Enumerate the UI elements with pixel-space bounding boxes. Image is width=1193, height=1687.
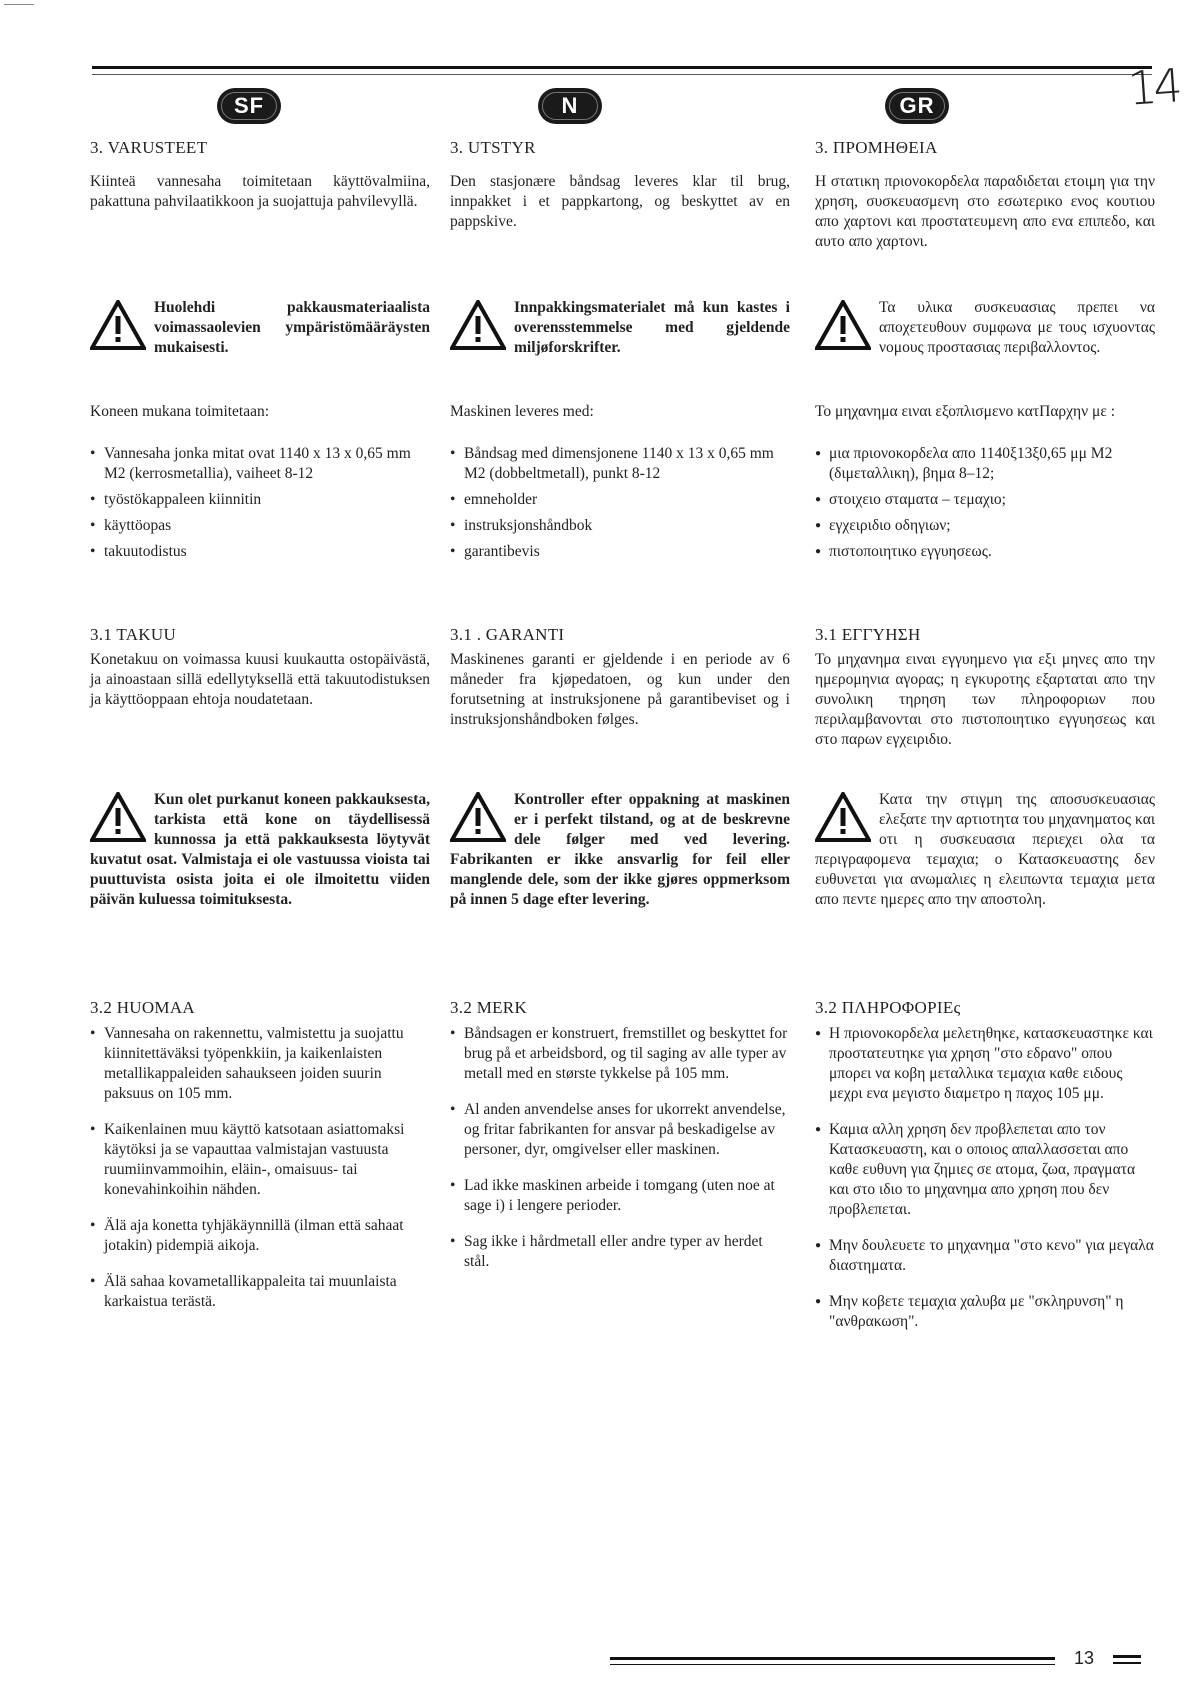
list-item: • Al anden anvendelse anses for ukorrekt anvendelse, og fritar fabrikanten for ansvar på beskadigelse av personer, dyr, omgivelser eller maskinen.	[450, 1100, 790, 1160]
section-3-1-text	[815, 650, 1155, 750]
language-badge-gr: GR	[885, 88, 949, 124]
warning-packaging	[815, 298, 1155, 358]
list-item: • työstökappaleen kiinnitin	[90, 490, 430, 510]
warning-triangle-icon	[450, 300, 506, 350]
section-3-2-title: 3.2 HUOMAA	[90, 998, 195, 1017]
section-3-1-paragraph: Konetakuu on voimassa kuusi kuukautta ostopäivästä, ja ainoastaan sillä edellytyksellä että takuutodistuksen ja käyttöoppaan ehtoja noudatetaan.	[90, 651, 430, 708]
section-3-text	[90, 172, 430, 212]
section-3-1-title: 3.1 . GARANTI	[450, 625, 565, 644]
list-item: • emneholder	[450, 490, 790, 510]
warning-triangle-icon	[815, 300, 871, 350]
section-3-title: 3. ΠΡΟΜΗΘΕΙΑ	[815, 138, 938, 157]
section-3-1-title: 3.1 ΕΓΓΥΗΣΗ	[815, 625, 921, 644]
warning-triangle-icon	[90, 300, 146, 350]
warning-triangle-icon	[90, 792, 146, 842]
supplied-intro: Το μηχανημα ειναι εξοπλισμενο κατΠαρχην με :	[815, 403, 1116, 420]
section-3-2-list	[450, 1024, 790, 1288]
section-3-paragraph: Kiinteä vannesaha toimitetaan käyttövalmiina, pakattuna pahvilaatikkoon ja suojattuja pahvilevyllä.	[90, 173, 430, 210]
section-3-1-paragraph: Maskinenes garanti er gjeldende i en periode av 6 måneder fra kjøpedatoen, og kun under den forutsetning at instruksjonene på garantibeviset og i instruksjonshåndboken følges.	[450, 651, 790, 728]
warning-unpacking	[450, 790, 790, 910]
list-item: • Kaikenlainen muu käyttö katsotaan asiattomaksi käytöksi ja se vapauttaa valmistajan vastuusta ruumiinvammoihin, eläin-, omaisuus- tai konevahinkoihin nähden.	[90, 1120, 430, 1200]
language-badge-sf: SF	[217, 88, 281, 124]
warning-unpacking-text: Kun olet purkanut koneen pakkauksesta, tarkista että kone on täydellisessä kunnossa ja että pakkauksesta löytyvät kuvatut osat. Valmistaja ei ole vastuussa vioista tai puuttuvista osista joita ei ole ilmoitettu viiden päivän kuluessa toimituksesta.	[90, 791, 430, 908]
supplied-list	[90, 444, 430, 568]
supplied-intro: Maskinen leveres med:	[450, 403, 594, 420]
page-number: 13	[1074, 1648, 1095, 1668]
list-item: ● Μην δουλευετε το μηχανημα "στο κενο" για μεγαλα διαστηματα.	[815, 1236, 1155, 1276]
supplied-list	[450, 444, 790, 568]
list-item: • käyttöopas	[90, 516, 430, 536]
list-item: • Älä sahaa kovametallikappaleita tai muunlaista karkaistua terästä.	[90, 1272, 430, 1312]
list-item: • instruksjonshåndbok	[450, 516, 790, 536]
warning-unpacking	[815, 790, 1155, 910]
section-3-text	[815, 172, 1155, 252]
section-3-2-list	[815, 1024, 1155, 1348]
supplied-list	[815, 444, 1155, 568]
section-3-1-text	[90, 650, 430, 710]
list-item: • Båndsagen er konstruert, fremstillet og beskyttet for brug på et arbeidsbord, og til saging av alle typer av metall med en største tykkelse på 105 mm.	[450, 1024, 790, 1084]
list-item: ● Καμια αλλη χρηση δεν προβλεπεται απο τον Κατασκευαστη, και ο οποιος απαλλασσεται απο καθε ευθυνη για ζημιες σε ατομα, ζωα, πραγματα και στο ιδιο το μηχανημα απο χρηση που δεν προβλεπεται.	[815, 1120, 1155, 1220]
section-3-paragraph: Den stasjonære båndsag leveres klar til brug, innpakket i et pappkartong, og beskyttet av en pappskive.	[450, 173, 790, 230]
list-item: ● εγχειριδιο οδηγιων;	[815, 516, 1155, 536]
list-item: ● Η πριονοκορδελα μελετηθηκε, κατασκευαστηκε και προστατευτηκε για χρηση "στο εδρανο" οπου μπορει να κοβη μεταλλικα τεμαχια καθε ειδους μεχρι ενα μεγιστο διαμετρο η παχος 105 μμ.	[815, 1024, 1155, 1104]
section-3-text	[450, 172, 790, 232]
list-item: • Vannesaha on rakennettu, valmistettu ja suojattu kiinnitettäväksi työpenkkiin, ja kaikenlaisten metallikappaleiden sahaukseen joiden suurin paksuus on 105 mm.	[90, 1024, 430, 1104]
section-3-title: 3. UTSTYR	[450, 138, 536, 157]
list-item: ● πιστοποιητικο εγγυησεως.	[815, 542, 1155, 562]
warning-packaging	[90, 298, 430, 358]
list-item: • Lad ikke maskinen arbeide i tomgang (uten noe at sage i) i lengere perioder.	[450, 1176, 790, 1216]
handwritten-page-mark: 14	[1126, 58, 1181, 116]
list-item: • Älä aja konetta tyhjäkäynnillä (ilman että sahaat jotakin) pidempiä aikoja.	[90, 1216, 430, 1256]
supplied-intro: Koneen mukana toimitetaan:	[90, 403, 270, 420]
corner-scan-mark	[4, 4, 34, 5]
list-item: ● μια πριονοκορδελα απο 1140ξ13ξ0,65 μμ M2 (διμεταλλικη), βημα 8–12;	[815, 444, 1155, 484]
warning-packaging	[450, 298, 790, 358]
section-3-2-title: 3.2 MERK	[450, 998, 528, 1017]
section-3-1-title: 3.1 TAKUU	[90, 625, 177, 644]
section-3-title: 3. VARUSTEET	[90, 138, 208, 157]
section-3-2-title: 3.2 ΠΛΗΡΟΦΟΡΙΕς	[815, 998, 961, 1017]
list-item: ● στοιχειο σταματα – τεμαχιο;	[815, 490, 1155, 510]
list-item: ● Μην κοβετε τεμαχια χαλυβα με "σκληρυνση" η "ανθρακωση".	[815, 1292, 1155, 1332]
warning-triangle-icon	[815, 792, 871, 842]
footer-dash	[1113, 1655, 1141, 1658]
column-norwegian	[450, 0, 790, 1687]
footer-rule-thin	[610, 1664, 1055, 1665]
section-3-paragraph: Η στατικη πριονοκορδελα παραδιδεται ετοιμη για την χρηση, συσκευασμενη στο εσωτερικο ενος κουτιου απο χαρτονι και προστατευμενη απο ενα επιπεδο, και αυτο απο χαρτονι.	[815, 173, 1155, 250]
list-item: • Båndsag med dimensjonene 1140 x 13 x 0,65 mm M2 (dobbeltmetall), punkt 8-12	[450, 444, 790, 484]
list-item: • takuutodistus	[90, 542, 430, 562]
list-item: • garantibevis	[450, 542, 790, 562]
warning-packaging-text: Huolehdi pakkausmateriaalista voimassaolevien ympäristömääräysten mukaisesti.	[154, 299, 430, 356]
footer-rule	[610, 1657, 1055, 1660]
section-3-1-text	[450, 650, 790, 730]
warning-packaging-text: Τα υλικα συσκευασιας πρεπει να αποχετευθουν συμφωνα με τους ισχυοντας νομους προστασιας περιβαλλοντος.	[879, 299, 1155, 356]
warning-packaging-text: Innpakkingsmaterialet må kun kastes i overensstemmelse med gjeldende miljøforskrifter.	[514, 299, 790, 356]
footer-dash-thin	[1113, 1662, 1141, 1664]
column-greek	[815, 0, 1155, 1687]
column-finnish	[90, 0, 430, 1687]
section-3-2-list	[90, 1024, 430, 1328]
warning-unpacking-text: Κατα την στιγμη της αποσυσκευασιας ελεξατε την αρτιοτητα του μηχανηματος και οτι η συσκευασια περιεχει ολα τα περιγραφομενα τεμαχια; ο Κατασκευαστης δεν ευθυνεται για ανωμαλιες η ελειπωντα τεμαχια μετα απο πεντε ημερες απο την αποστολη.	[815, 791, 1155, 908]
list-item: • Vannesaha jonka mitat ovat 1140 x 13 x 0,65 mm M2 (kerrosmetallia), vaiheet 8-12	[90, 444, 430, 484]
list-item: • Sag ikke i hårdmetall eller andre typer av herdet stål.	[450, 1232, 790, 1272]
language-badge-n: N	[538, 88, 602, 124]
section-3-1-paragraph: Το μηχανημα ειναι εγγυημενο για εξι μηνες απο την ημερομηνια αγορας; η εγκυροτης εξαρταται απο την συνολικη τηρηση των πληροφοριων που περιλαμβανονται στο πιστοποιητικο εγγυησεως και στο παρων εγχειριδιο.	[815, 651, 1155, 748]
warning-triangle-icon	[450, 792, 506, 842]
warning-unpacking	[90, 790, 430, 910]
warning-unpacking-text: Kontroller efter oppakning at maskinen er i perfekt tilstand, og at de beskrevne dele følger med ved levering. Fabrikanten er ikke ansvarlig for feil eller manglende dele, som der ikke gjøres oppmerksom på innen 5 dage efter levering.	[450, 791, 790, 908]
